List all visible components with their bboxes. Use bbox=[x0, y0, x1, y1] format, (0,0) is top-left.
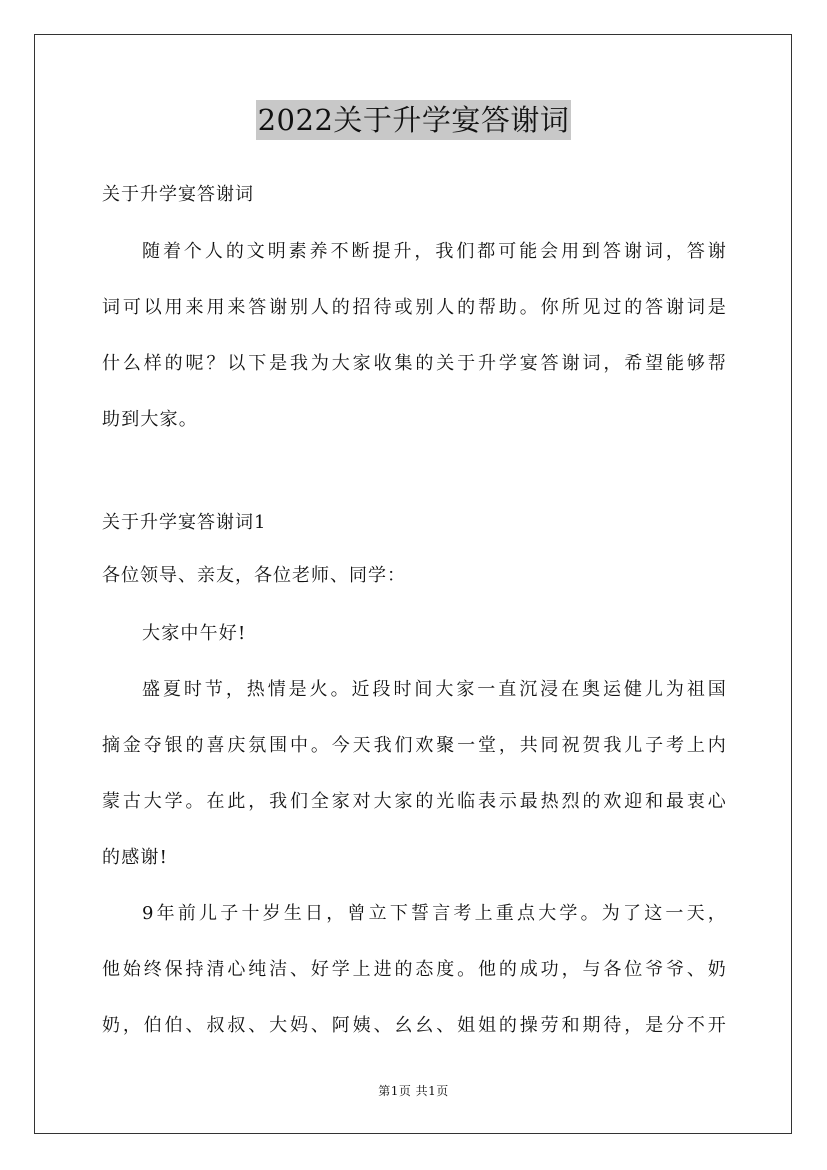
title-container bbox=[0, 100, 827, 140]
document-title: 2022关于升学宴答谢词 bbox=[256, 100, 572, 140]
para2-line-1: 9年前儿子十岁生日，曾立下誓言考上重点大学。为了这一天， bbox=[142, 903, 727, 924]
greeting: 大家中午好! bbox=[142, 623, 247, 644]
para2-line-2: 他始终保持清心纯洁、好学上进的态度。他的成功，与各位爷爷、奶 bbox=[102, 959, 727, 980]
document-body bbox=[102, 172, 727, 1054]
subtitle: 关于升学宴答谢词 bbox=[102, 184, 254, 205]
para2-line-3: 奶，伯伯、叔叔、大妈、阿姨、幺幺、姐姐的操劳和期待，是分不开 bbox=[102, 1015, 727, 1036]
intro-line-2: 词可以用来用来答谢别人的招待或别人的帮助。你所见过的答谢词是 bbox=[102, 297, 727, 318]
para1-line-1: 盛夏时节，热情是火。近段时间大家一直沉浸在奥运健儿为祖国 bbox=[142, 679, 727, 700]
intro-line-4: 助到大家。 bbox=[102, 409, 198, 430]
para1-line-2: 摘金夺银的喜庆氛围中。今天我们欢聚一堂，共同祝贺我儿子考上内 bbox=[102, 735, 727, 756]
salutation: 各位领导、亲友，各位老师、同学： bbox=[102, 565, 406, 586]
intro-line-1: 随着个人的文明素养不断提升，我们都可能会用到答谢词，答谢 bbox=[142, 241, 727, 262]
page-footer: 第1页 共1页 bbox=[378, 1084, 449, 1098]
para1-line-4: 的感谢! bbox=[102, 847, 169, 868]
para1-line-3: 蒙古大学。在此，我们全家对大家的光临表示最热烈的欢迎和最衷心 bbox=[102, 791, 727, 812]
section-heading: 关于升学宴答谢词1 bbox=[102, 512, 267, 533]
spacer bbox=[102, 448, 727, 500]
intro-line-3: 什么样的呢？以下是我为大家收集的关于升学宴答谢词，希望能够帮 bbox=[102, 353, 727, 374]
